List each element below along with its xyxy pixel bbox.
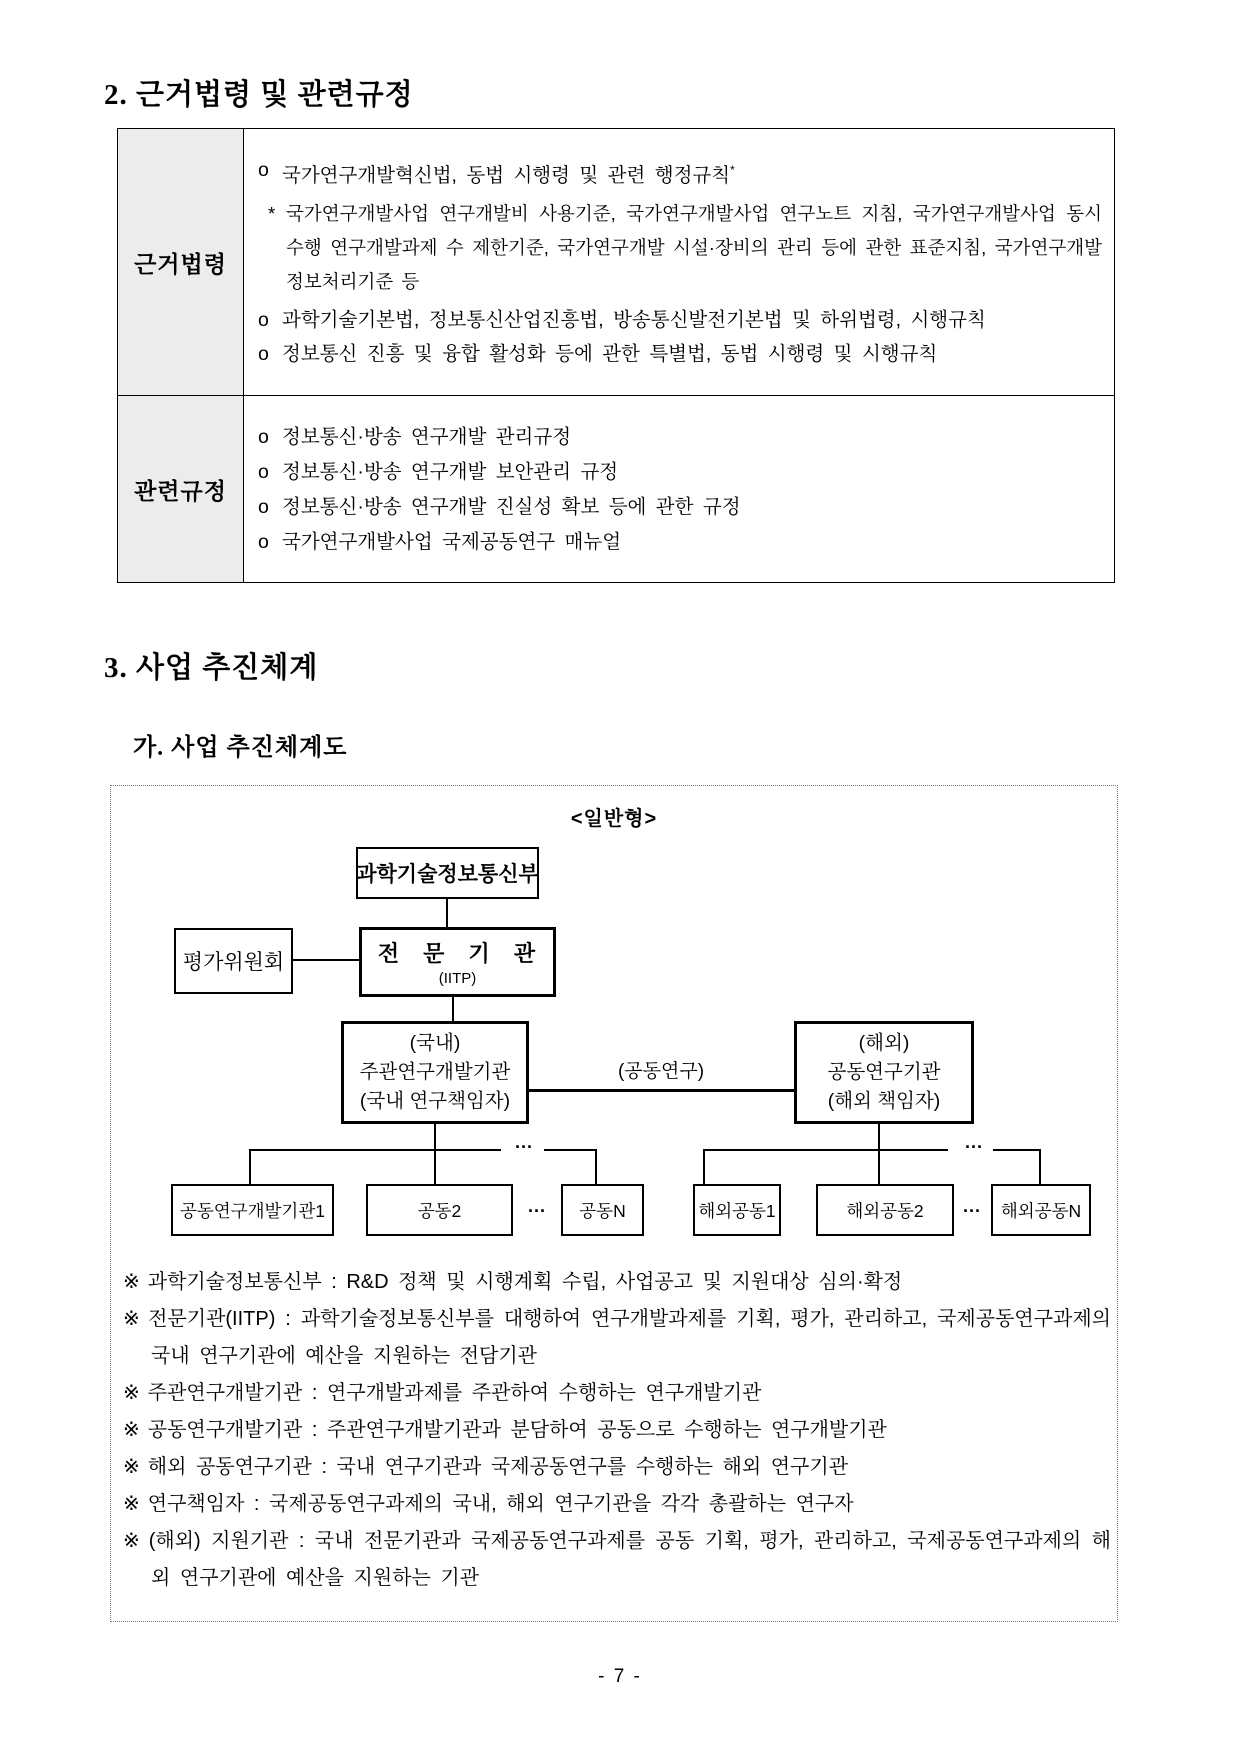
overseas-line3: (해외 책임자) [827, 1090, 941, 1112]
note-item [123, 1264, 1111, 1301]
reference-marker: ※ [123, 1271, 140, 1293]
row-content-related-rules [244, 396, 1115, 583]
reference-marker: ※ [123, 1419, 140, 1441]
list-item-text: 과학기술기본법, 정보통신산업진흥법, 방송통신발전기본법 및 하위법령, 시행규칙 [282, 308, 986, 331]
row-label-related-rules: 관련규정 [118, 396, 244, 583]
bullet-marker: o [258, 425, 269, 448]
stub-overseas-joint-1 [703, 1149, 705, 1185]
ellipsis-right-row: ... [962, 1196, 981, 1216]
node-joint-org-1: 공동연구개발기관1 [171, 1184, 334, 1236]
note-item [123, 1449, 1111, 1486]
node-evaluation-committee: 평가위원회 [174, 928, 293, 994]
list-item [258, 424, 1102, 450]
table-row [118, 396, 1115, 583]
connector-ministry-agency [446, 899, 448, 927]
table-row [118, 129, 1115, 396]
connector-joint-research [529, 1089, 794, 1092]
rail-left-segment2 [544, 1149, 597, 1151]
list-item-text: 정보통신·방송 연구개발 보안관리 규정 [282, 460, 619, 483]
note-item [123, 1486, 1111, 1523]
note-item [123, 1412, 1111, 1449]
note-text: 전문기관(IITP) : 과학기술정보통신부를 대행하여 연구개발과제를 기획, 평가, 관리하고, 국제공동연구과제의 국내 연구기관에 예산을 지원하는 전담기관 [148, 1308, 1111, 1367]
rail-left-segment1 [249, 1149, 501, 1151]
rail-right-segment1 [703, 1149, 948, 1151]
node-joint-org-2: 공동2 [366, 1184, 513, 1236]
stub-overseas-joint-n [1039, 1149, 1041, 1185]
org-chart-panel [110, 785, 1118, 1622]
legal-basis-table [117, 128, 1115, 583]
joint-research-label: (공동연구) [591, 1056, 731, 1083]
note-text: 연구책임자 : 국제공동연구과제의 국내, 해외 연구기관을 각각 총괄하는 연구자 [147, 1493, 854, 1515]
node-specialized-agency [359, 927, 556, 997]
section2-heading: 2. 근거법령 및 관련규정 [104, 79, 414, 111]
bullet-marker: o [258, 530, 269, 553]
overseas-line2: 공동연구기관 [827, 1061, 941, 1083]
list-item [258, 494, 1102, 520]
reference-marker: ※ [123, 1456, 140, 1478]
diagram-notes [123, 1264, 1111, 1597]
row-label-legal-basis: 근거법령 [118, 129, 244, 396]
agency-name: 전 문 기 관 [377, 941, 538, 966]
section3-heading: 3. 사업 추진체계 [104, 652, 319, 684]
bullet-marker: o [258, 159, 269, 182]
stub-joint-org-n [595, 1149, 597, 1185]
node-overseas-joint-2: 해외공동2 [816, 1184, 954, 1236]
bullet-marker: o [258, 460, 269, 483]
note-item [123, 1375, 1111, 1412]
list-item-text: 국가연구개발사업 국제공동연구 매뉴얼 [282, 530, 622, 553]
list-item [258, 341, 1102, 367]
node-overseas-joint-org [794, 1021, 974, 1124]
ellipsis-right-rail: ... [964, 1132, 983, 1152]
note-item [123, 1301, 1111, 1375]
list-item [258, 157, 1102, 189]
legal-basis-list [258, 157, 1102, 367]
domestic-line2: 주관연구개발기관 [359, 1061, 511, 1083]
reference-marker: ※ [123, 1382, 140, 1404]
item-text: 국가연구개발혁신법, 동법 시행령 및 관련 행정규칙 [282, 164, 731, 187]
note-text: 해외 공동연구기관 : 국내 연구기관과 국제공동연구를 수행하는 해외 연구기관 [147, 1456, 849, 1478]
stub-joint-org-1 [249, 1149, 251, 1185]
footnote-item [268, 197, 1102, 299]
rail-right-segment2 [993, 1149, 1041, 1151]
list-item-text: 정보통신·방송 연구개발 관리규정 [282, 425, 572, 448]
ellipsis-left-rail: ... [514, 1132, 533, 1152]
domestic-line1: (국내) [409, 1032, 461, 1054]
note-text: 주관연구개발기관 : 연구개발과제를 주관하여 수행하는 연구개발기관 [147, 1382, 762, 1404]
page-number: - 7 - [598, 1666, 642, 1687]
connector-committee-agency [293, 959, 359, 961]
diagram-title: <일반형> [570, 808, 658, 830]
list-item [258, 459, 1102, 485]
asterisk-marker: * [268, 202, 276, 224]
node-joint-org-n: 공동N [561, 1184, 644, 1236]
ellipsis-left-row: ... [527, 1196, 546, 1216]
reference-marker: ※ [123, 1308, 141, 1330]
node-overseas-joint-1: 해외공동1 [693, 1184, 781, 1236]
list-item-text [282, 157, 735, 189]
bullet-marker: o [258, 495, 269, 518]
list-item-text: 정보통신 진흥 및 융합 활성화 등에 관한 특별법, 동법 시행령 및 시행규칙 [282, 342, 938, 365]
connector-overseas-down [878, 1124, 880, 1186]
list-item-text: 정보통신·방송 연구개발 진실성 확보 등에 관한 규정 [282, 495, 741, 518]
note-text: (해외) 지원기관 : 국내 전문기관과 국제공동연구과제를 공동 기획, 평가, 관리하고, 국제공동연구과제의 해외 연구기관에 예산을 지원하는 기관 [148, 1530, 1111, 1589]
footnote-reference: * [730, 163, 735, 178]
bullet-marker: o [258, 342, 269, 365]
list-item [258, 307, 1102, 333]
overseas-line1: (해외) [858, 1032, 910, 1054]
bullet-marker: o [258, 308, 269, 331]
note-text: 공동연구개발기관 : 주관연구개발기관과 분담하여 공동으로 수행하는 연구개발기관 [147, 1419, 887, 1441]
list-item [258, 529, 1102, 555]
section3-subheading: 가. 사업 추진체계도 [133, 735, 348, 761]
reference-marker: ※ [123, 1493, 140, 1515]
reference-marker: ※ [123, 1530, 141, 1552]
node-overseas-joint-n: 해외공동N [991, 1184, 1091, 1236]
related-rules-list [258, 424, 1102, 555]
note-item [123, 1523, 1111, 1597]
note-text: 과학기술정보통신부 : R&D 정책 및 시행계획 수립, 사업공고 및 지원대상 심의·확정 [147, 1271, 903, 1293]
connector-agency-domestic [452, 997, 454, 1021]
footnote-text: 국가연구개발사업 연구개발비 사용기준, 국가연구개발사업 연구노트 지침, 국가연구개발사업 동시수행 연구개발과제 수 제한기준, 국가연구개발 시설·장비의 관리 등에 관한 표준지침, 국가연구개발정보처리기준 등 [286, 202, 1102, 292]
connector-domestic-down [434, 1124, 436, 1186]
row-content-legal-basis [244, 129, 1115, 396]
node-ministry: 과학기술정보통신부 [356, 847, 539, 899]
agency-subname: (IITP) [438, 970, 477, 987]
node-domestic-lead-org [341, 1021, 529, 1124]
domestic-line3: (국내 연구책임자) [359, 1090, 511, 1112]
